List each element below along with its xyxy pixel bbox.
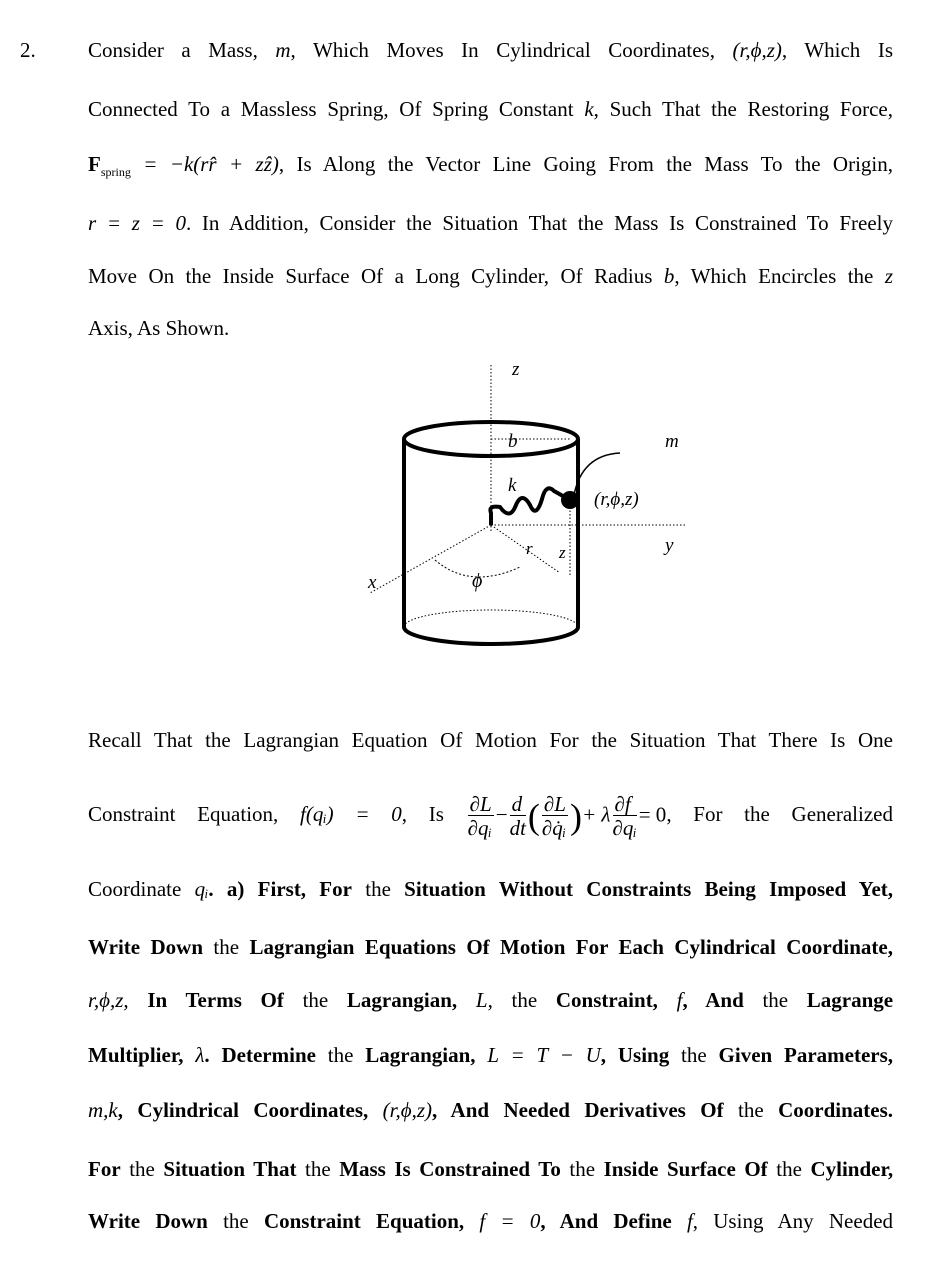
- intro-line-6: Axis, As Shown.: [88, 316, 230, 340]
- cylinder-bottom-front: [404, 627, 578, 644]
- x-label: x: [368, 572, 377, 593]
- parts-line-3: r,ϕ,z, In Terms Of the Lagrangian, L, the Constraint, f, And the Lagrange: [88, 988, 894, 1012]
- parts-line-2: Write Down the Lagrangian Equations Of Motion For Each Cylindrical Coordinate,: [88, 935, 894, 959]
- z-small-label: z: [559, 543, 566, 562]
- intro-line-3: $F_{spring}$ = −k(rr̂ + zẑ), Is Along the Vector Line Going From the Mass To the Origin,: [88, 152, 893, 180]
- lagrange-equation: $\frac{\partial L}{\text{∂qᵢ}}$ − $\frac{d}{dt}$ ( $\frac{\partial L}{\text{∂q̇ᵢ}}$ )+ λ $\frac{\partial f}{\text{∂qᵢ}}$ = 0: [467, 791, 667, 840]
- cylinder-diagram: [360, 355, 690, 655]
- intro-line-4: r = z = 0. In Addition, Consider the Situation That the Mass Is Constrained To Freely: [88, 211, 894, 235]
- y-label: y: [665, 535, 674, 556]
- parts-line-1: Coordinate qᵢ. a) First, For the Situation Without Constraints Being Imposed Yet,: [88, 877, 894, 901]
- intro-line-2: Connected To a Massless Spring, Of Spring Constant k, Such That the Restoring Force,: [88, 97, 893, 121]
- parts-line-4: Multiplier, λ. Determine the Lagrangian, L = T − U, Using the Given Parameters,: [88, 1043, 894, 1067]
- recall-line-2: Constraint Equation, f(qᵢ) = 0, Is $\frac{\partial L}{\text{∂qᵢ}}$ − $\frac{d}{dt}$ ( $\frac{\partial L}{\text{∂q̇ᵢ}}$ )+ λ $\frac{\partial f}{\text{∂qᵢ}}$ = 0, For the Generalized: [88, 791, 893, 840]
- question-number: 2.: [20, 38, 36, 62]
- b-label: b: [508, 431, 518, 452]
- cylinder-bottom-back: [404, 610, 578, 627]
- coord-label: (r,ϕ,z): [594, 489, 639, 510]
- intro-line-5: Move On the Inside Surface Of a Long Cylinder, Of Radius b, Which Encircles the z: [88, 264, 893, 288]
- r-label: r: [526, 539, 533, 558]
- parts-line-6: For the Situation That the Mass Is Constrained To the Inside Surface Of the Cylinder,: [88, 1157, 894, 1181]
- z-axis-label: z: [512, 359, 520, 380]
- recall-line-1: Recall That the Lagrangian Equation Of Motion For the Situation That There Is One: [88, 728, 893, 752]
- parts-line-7: Write Down the Constraint Equation, f = 0, And Define f, Using Any Needed: [88, 1209, 894, 1233]
- m-label: m: [665, 431, 679, 452]
- parts-line-5: m,k, Cylindrical Coordinates, (r,ϕ,z), And Needed Derivatives Of the Coordinates.: [88, 1098, 894, 1122]
- phi-label: ϕ: [472, 570, 483, 592]
- mass-dot: [561, 491, 579, 509]
- spring: [490, 488, 570, 525]
- intro-line-1: Consider a Mass, m, Which Moves In Cylindrical Coordinates, (r,ϕ,z), Which Is: [88, 38, 894, 62]
- k-label: k: [508, 475, 517, 496]
